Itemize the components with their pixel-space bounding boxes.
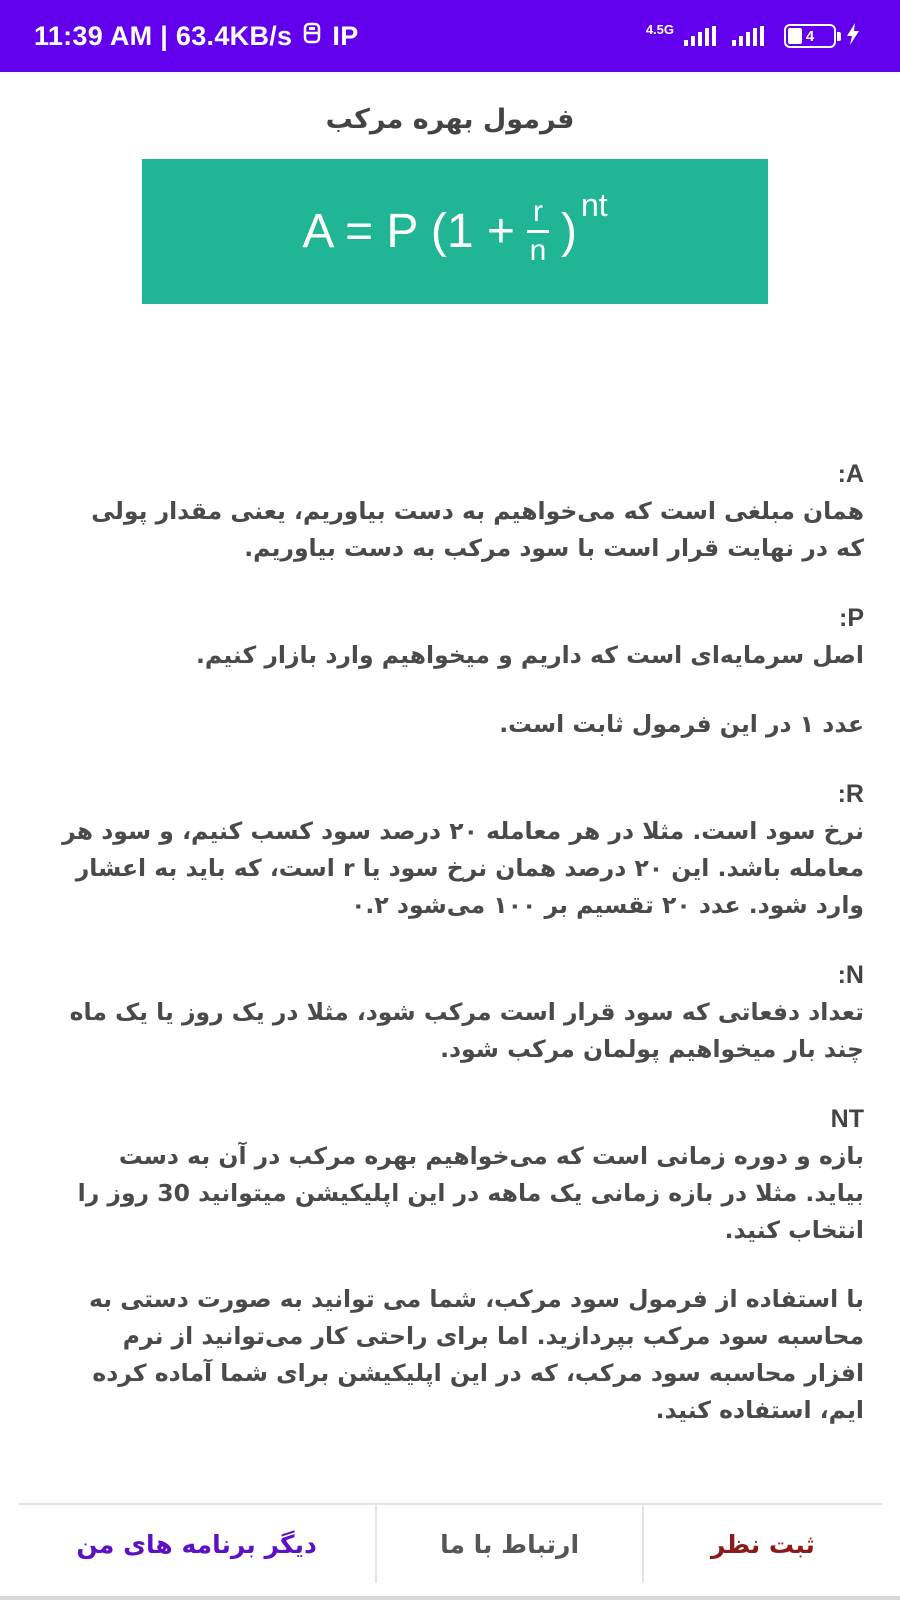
paragraph-closing: با استفاده از فرمول سود مرکب، شما می توانید به صورت دستی به محاسبه سود مرکب بپردازید. اما برای راحتی کار می‌توانید از نرم افزار محاسبه سود مرکب، که در این اپلیکیشن برای شما آماده کرده ایم، استفاده کنید. (89, 1285, 864, 1424)
formula-exponent: nt (580, 187, 608, 223)
paragraph-p: اصل سرمایه‌ای است که داریم و میخواهیم وارد بازار کنیم. (195, 641, 864, 669)
status-ip: IP (332, 20, 359, 51)
paragraph-r: نرخ سود است. مثلا در هر معامله ۲۰ درصد سود کسب کنیم، و سود هر معامله باشد. این ۲۰ درصد همان نرخ سود یا r است، که باید به اعشار وارد شود. عدد ۲۰ تقسیم بر ۱۰۰ می‌شود ۰.۲ (62, 817, 864, 919)
bottom-divider (0, 1596, 900, 1600)
bottom-nav (18, 1503, 882, 1583)
status-time: 11:39 AM | 63.4KB/s (34, 20, 293, 51)
paragraph-one: عدد ۱ در این فرمول ثابت است. (499, 710, 864, 738)
paragraph-nt: بازه و دوره زمانی است که می‌خواهیم بهره مرکب در آن به دست بیاید. مثلا در بازه زمانی یک ماهه در این اپلیکیشن میتوانید 30 روز را انتخاب کنید. (77, 1142, 864, 1244)
contact-us-button[interactable]: ارتباط با ما (375, 1505, 642, 1583)
status-right (646, 0, 860, 72)
fraction-bar (527, 230, 549, 233)
usb-debug-icon (302, 22, 322, 50)
formula-title: فرمول بهره مرکب (325, 104, 575, 135)
battery-fill (788, 28, 802, 44)
paragraph-a: همان مبلغی است که می‌خواهیم به دست بیاوریم، یعنی مقدار پولی که در نهایت قرار است با سود مرکب به دست بیاوریم. (91, 497, 864, 562)
formula-denominator: n (529, 234, 547, 267)
charging-icon (846, 23, 860, 50)
formula-image (142, 159, 768, 304)
formula-lhs: A = P (1 + (302, 205, 515, 258)
signal-icon (684, 26, 716, 46)
article-body (58, 455, 864, 1461)
formula-close: ) (560, 205, 577, 258)
battery-level: 4 (805, 27, 815, 45)
term-r: :R (837, 780, 864, 808)
status-left (34, 0, 359, 72)
more-apps-button[interactable]: دیگر برنامه های من (76, 1529, 317, 1559)
term-p: :P (839, 604, 864, 632)
network-type-label: 4.5G (645, 21, 674, 37)
paragraph-n: تعداد دفعاتی که سود قرار است مرکب شود، مثلا در یک روز یا یک ماه چند بار میخواهیم پولمان مرکب شود. (69, 998, 864, 1063)
term-nt: NT (830, 1105, 864, 1133)
formula-numerator: r (532, 195, 543, 228)
battery-icon (784, 24, 836, 48)
signal-icon-2 (732, 26, 764, 46)
formula-fraction (527, 196, 549, 267)
term-a: :A (837, 460, 864, 488)
term-n: :N (837, 961, 864, 989)
status-bar (0, 0, 900, 72)
rate-app-button[interactable]: ثبت نظر (642, 1505, 882, 1583)
